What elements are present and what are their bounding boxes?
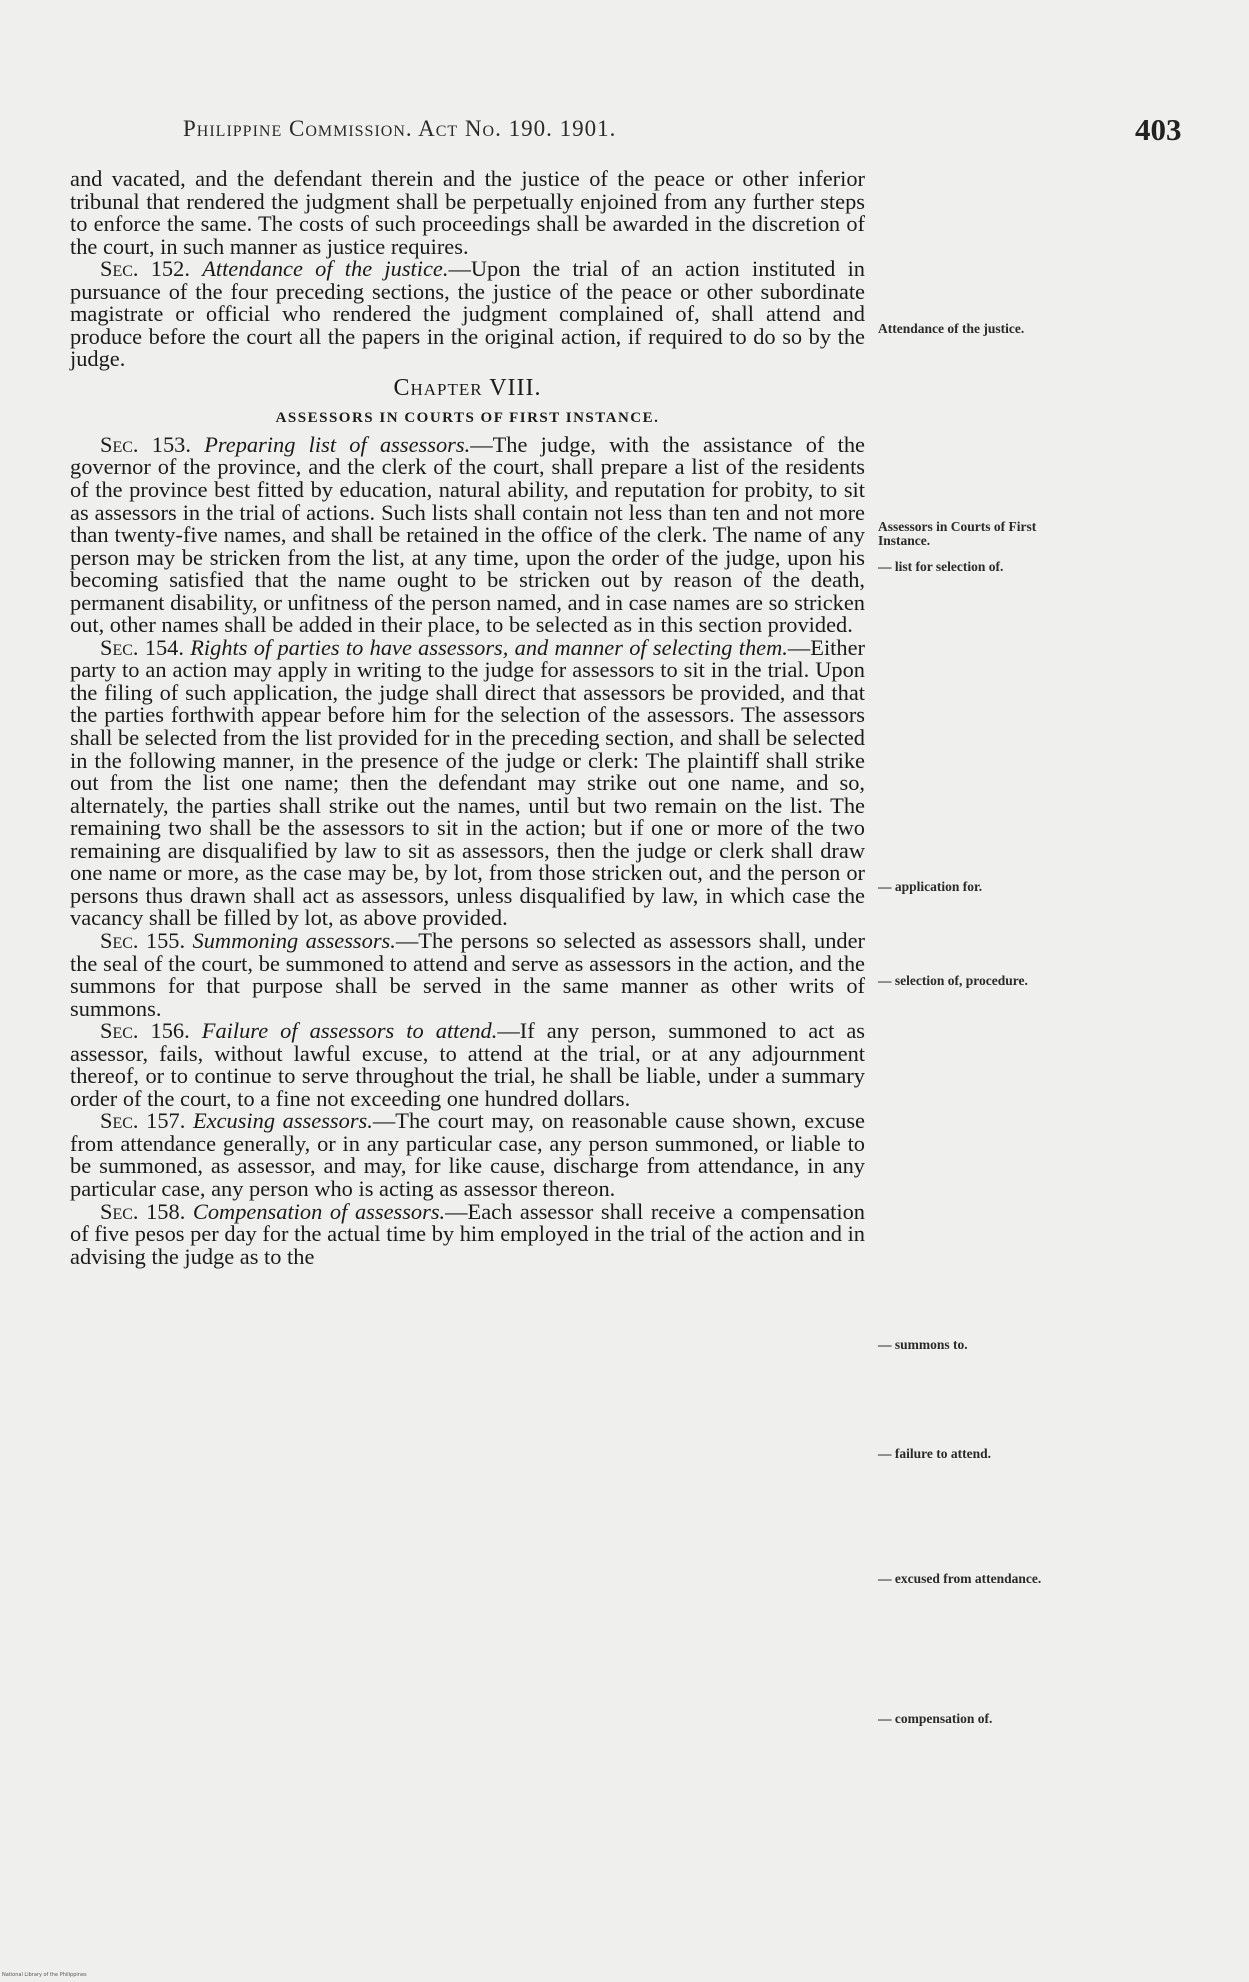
margin-note: — list for selection of. bbox=[878, 559, 1004, 574]
section-number: Sec. 153. bbox=[100, 431, 191, 457]
margin-note: — excused from attendance. bbox=[878, 1571, 1042, 1586]
section-text: —Upon the trial of an action instituted in pursuance of the four preceding sections, the justice of the peace or other subordinate magistrate or official who rendered the judgment complained of, shall attend and produce before the court all the papers in the original action, if required to do so by the judge. bbox=[70, 256, 865, 372]
margin-note: — selection of, procedure. bbox=[878, 973, 1028, 988]
margin-note: — failure to attend. bbox=[878, 1446, 991, 1461]
chapter-subheading: ASSESSORS IN COURTS OF FIRST INSTANCE. bbox=[275, 409, 660, 426]
section-title: Excusing assessors. bbox=[192, 1108, 373, 1134]
section-153 bbox=[70, 431, 865, 638]
chapter-heading: Chapter VIII. bbox=[393, 374, 542, 401]
margin-note: — compensation of. bbox=[878, 1711, 993, 1726]
section-number: Sec. 156. bbox=[100, 1018, 190, 1044]
section-title: Failure of assessors to attend. bbox=[201, 1018, 498, 1044]
page-header bbox=[0, 112, 1249, 152]
margin-note: Attendance of the justice. bbox=[878, 321, 1025, 336]
margin-note: Assessors in Courts of First Instance. bbox=[878, 519, 1037, 548]
section-title: Preparing list of assessors. bbox=[204, 431, 471, 457]
section-158 bbox=[70, 1198, 865, 1269]
section-title: Compensation of assessors. bbox=[192, 1198, 446, 1224]
section-text: —Either party to an action may apply in writing to the judge for assessors to sit in the trial. Upon the filing of such application, the judge shall direct that assessors be provided, and that the parties forthwith appear before him for the selection of the assessors. The assessors shall be selected from the list provided for in the preceding section, and shall be selected in the following manner, in the presence of the judge or clerk: The plaintiff shall strike out from the list one name; then the defendant may strike out one name, and so, alternately, the parties shall strike out the names, until but two remain on the list. The remaining two shall be the assessors to sit in the action; but if one or more of the two remaining are disqualified by law to sit as assessors, then the judge or clerk shall draw one name or more, as the case may be, by lot, from those stricken out, and the person or persons thus drawn shall act as assessors, unless disqualified by law, in which case the vacancy shall be filled by lot, as above provided. bbox=[70, 634, 865, 931]
section-number: Sec. 155. bbox=[100, 927, 186, 953]
section-152 bbox=[70, 258, 865, 371]
section-title: Summoning assessors. bbox=[192, 927, 396, 953]
section-154 bbox=[70, 634, 865, 931]
margin-note: — summons to. bbox=[878, 1337, 968, 1352]
section-number: Sec. 157. bbox=[100, 1108, 186, 1134]
section-text: —The judge, with the assistance of the governor of the province, and the clerk of the court, shall prepare a list of the residents of the province best fitted by education, natural ability, and reputation for probity, to sit as assessors in the trial of actions. Such lists shall contain not less than ten and not more than twenty-five names, and shall be retained in the office of the clerk. The name of any person may be stricken from the list, at any time, upon the order of the judge, upon his becoming satisfied that the name ought to be stricken out by reason of the death, permanent disability, or unfitness of the person named, and in case names are so stricken out, other names shall be added in their place, to be selected as in this section provided. bbox=[70, 431, 865, 638]
margin-note: — application for. bbox=[878, 879, 983, 894]
paragraph-continuation bbox=[70, 168, 865, 258]
section-text: —If any person, summoned to act as assessor, fails, without lawful excuse, to attend at the trial, or at any adjournment thereof, or to continue to serve throughout the trial, he shall be liable, under a summary order of the court, to a fine not exceeding one hundred dollars. bbox=[70, 1018, 865, 1111]
section-number: Sec. 158. bbox=[100, 1198, 186, 1224]
section-number: Sec. 154. bbox=[100, 634, 184, 660]
section-number: Sec. 152. bbox=[100, 256, 190, 282]
footer-credit: National Library of the Philippines bbox=[2, 1972, 87, 1978]
section-title: Attendance of the justice. bbox=[202, 256, 449, 282]
paragraph-text: and vacated, and the defendant therein and the justice of the peace or other inferior tribunal that rendered the judgment shall be perpetually enjoined from any further steps to enforce the same. The costs of such proceedings shall be awarded in the discretion of the court, in such manner as justice requires. bbox=[70, 166, 865, 259]
section-155 bbox=[70, 927, 865, 1021]
section-text: —Each assessor shall receive a compensation of five pesos per day for the actual time by him employed in the trial of the action and in advising the judge as to the bbox=[70, 1198, 865, 1269]
section-text: —The court may, on reasonable cause shown, excuse from attendance generally, or in any particular case, any person summoned, or liable to be summoned, as assessor, and may, for like cause, discharge from attendance, in any particular case, any person who is acting as assessor thereon. bbox=[70, 1108, 865, 1201]
running-head: Philippine Commission. Act No. 190. 1901. bbox=[183, 116, 617, 141]
page-number: 403 bbox=[1135, 112, 1182, 147]
section-text: —The persons so selected as assessors shall, under the seal of the court, be summoned to attend and serve as assessors in the action, and the summons for that purpose shall be served in the same manner as other writs of summons. bbox=[70, 927, 865, 1021]
section-title: Rights of parties to have assessors, and manner of selecting them. bbox=[190, 634, 788, 660]
section-156 bbox=[70, 1020, 865, 1110]
section-157 bbox=[70, 1110, 865, 1200]
body-text bbox=[70, 168, 865, 1268]
